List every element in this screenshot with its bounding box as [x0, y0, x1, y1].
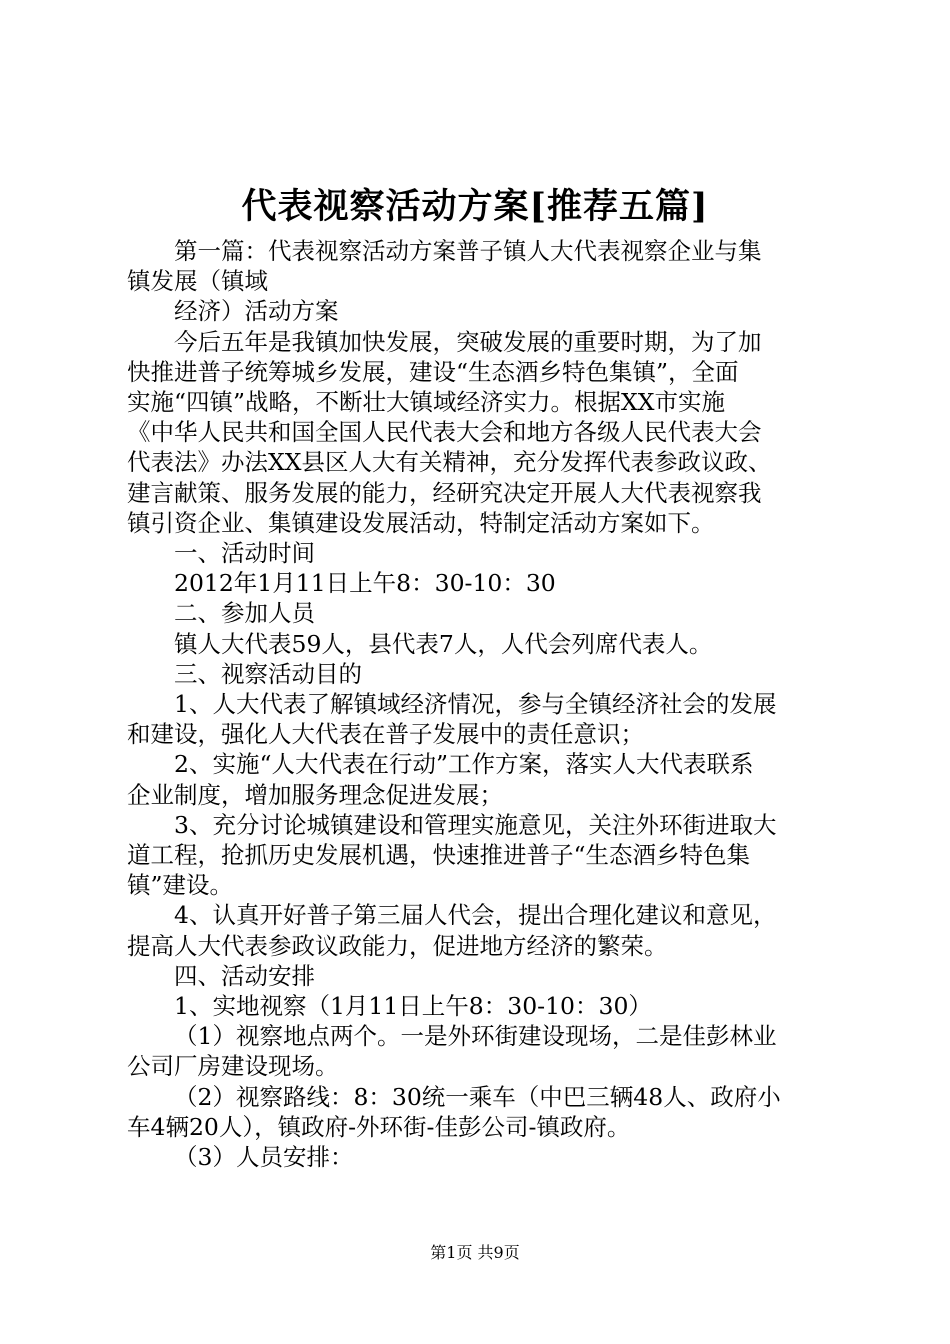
text-line: 镇引资企业、集镇建设发展活动，特制定活动方案如下。: [127, 508, 715, 537]
text-line: 实施“四镇”战略，不断壮大镇域经济实力。根据XX市实施: [127, 388, 725, 417]
text-line: （2）视察路线：8：30统一乘车（中巴三辆48人、政府小: [174, 1082, 781, 1111]
text-line: 车4辆20人），镇政府-外环街-佳彭公司-镇政府。: [127, 1112, 631, 1141]
text-line: （1）视察地点两个。一是外环街建设现场，二是佳彭林业: [174, 1022, 777, 1051]
section-heading: 二、参加人员: [174, 599, 315, 628]
text-line: 2、实施“人大代表在行动”工作方案，落实人大代表联系: [174, 750, 754, 779]
text-line: （3）人员安排：: [174, 1143, 354, 1172]
text-line: 2012年1月11日上午8：30-10：30: [174, 569, 556, 598]
section-heading: 四、活动安排: [174, 961, 315, 990]
section-heading: 一、活动时间: [174, 539, 315, 568]
text-line: 3、充分讨论城镇建设和管理实施意见，关注外环街进取大: [174, 810, 777, 839]
text-line: 道工程，抢抓历史发展机遇，快速推进普子“生态酒乡特色集: [127, 841, 751, 870]
text-line: 4、认真开好普子第三届人代会，提出合理化建议和意见，: [174, 901, 777, 930]
text-line: 公司厂房建设现场。: [127, 1052, 339, 1081]
text-line: 建言献策、服务发展的能力，经研究决定开展人大代表视察我: [127, 478, 762, 507]
text-line: 《中华人民共和国全国人民代表大会和地方各级人民代表大会: [127, 418, 762, 447]
text-line: 今后五年是我镇加快发展，突破发展的重要时期，为了加: [174, 327, 762, 356]
text-line: 代表法》办法XX县区人大有关精神，充分发挥代表参政议政、: [127, 448, 772, 477]
document-body: [127, 236, 833, 1172]
text-line: 经济）活动方案: [174, 297, 339, 326]
document-title: 代表视察活动方案[推荐五篇]: [241, 186, 709, 227]
text-line: 镇发展（镇域: [127, 267, 268, 296]
text-line: 快推进普子统筹城乡发展，建设“生态酒乡特色集镇”，全面: [127, 357, 739, 386]
section-heading: 三、视察活动目的: [174, 659, 362, 688]
text-line: 提高人大代表参政议政能力，促进地方经济的繁荣。: [127, 931, 668, 960]
text-line: 1、实地视察（1月11日上午8：30-10：30）: [174, 992, 652, 1021]
text-line: 企业制度，增加服务理念促进发展；: [127, 780, 503, 809]
page-footer: 第1页 共9页: [430, 1243, 520, 1262]
text-line: 镇”建设。: [127, 871, 234, 900]
text-line: 镇人大代表59人，县代表7人，人代会列席代表人。: [174, 629, 713, 658]
text-line: 第一篇：代表视察活动方案普子镇人大代表视察企业与集: [174, 237, 762, 265]
text-line: 1、人大代表了解镇域经济情况，参与全镇经济社会的发展: [174, 690, 777, 719]
text-line: 和建设，强化人大代表在普子发展中的责任意识；: [127, 720, 644, 749]
